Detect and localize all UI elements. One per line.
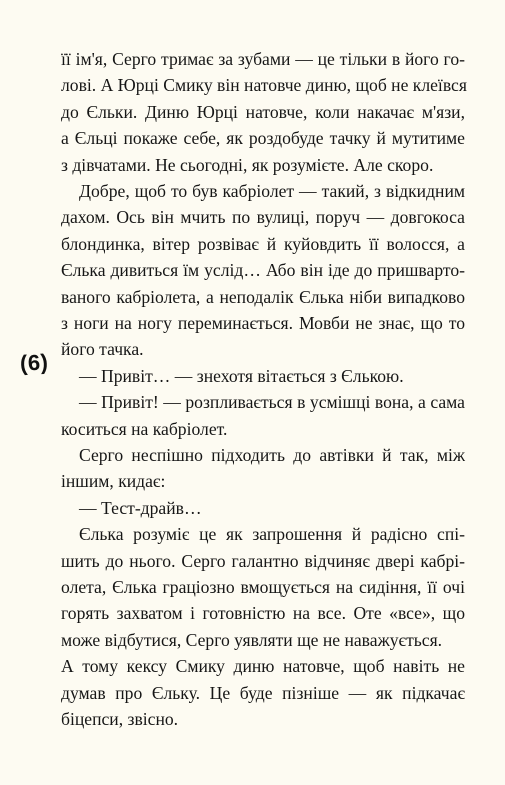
text-line: — Тест-драйв… [79,497,202,518]
text-line: лові. А Юрці Смику він натовче диню, щоб не клеївся [61,75,467,96]
text-line: з ноги на ногу переминається. Мовби не знає, що то [61,313,465,333]
text-line: біцепси, звісно. [61,709,179,729]
text-line: горять захватом і готовністю на все. Оте «все», що [61,603,465,624]
text-line: Єлька розуміє це як запрошення й радісно спі- [79,524,465,545]
text-line: — Привіт… — знехотя вітається з Єлькою. [79,365,404,386]
text-line: а Єльці покаже себе, як роздобуде тачку й мутитиме [61,128,465,149]
text-line: ваного кабріолета, а неподалік Єлька ніби випадково [61,286,465,307]
text-line: А тому кексу Смику диню натовче, щоб навіть не [61,656,465,677]
text-line: іншим, кидає: [61,471,166,492]
text-line: з дівчатами. Не сьогодні, як розумієте. Але скоро. [61,154,434,175]
text-line: Добре, щоб то був кабріолет — такий, з відкидним [79,181,465,201]
text-line: Серго неспішно підходить до автівки й так, між [79,445,465,465]
text-line: може відбутися, Серго уявляти ще не наважується. [61,629,443,650]
text-line: Єлька дивиться їм услід… Або він іде до пришварто- [61,260,465,281]
text-line: її ім'я, Серго тримає за зубами — це тільки в його го- [61,49,465,69]
text-line: думав про Єльку. Це буде пізніше — як підкачає [61,682,465,703]
text-line: його тачка. [61,339,144,360]
text-line: — Привіт! — розпливається в усмішці вона, а сама [79,392,465,413]
handwritten-margin-note: (6) [19,349,49,376]
text-line: олета, Єлька граціозно вмощується на сидіння, її очі [61,577,465,597]
text-line: коситься на кабріолет. [61,418,228,439]
text-line: блондинка, вітер розвіває й куйовдить її волосся, а [61,233,465,254]
text-line: до Єльки. Диню Юрці натовче, коли накачає м'язи, [61,101,465,122]
text-line: дахом. Ось він мчить по вулиці, поруч — довгокоса [61,207,465,228]
text-line: шить до нього. Серго галантно відчиняє двері кабрі- [61,550,465,571]
